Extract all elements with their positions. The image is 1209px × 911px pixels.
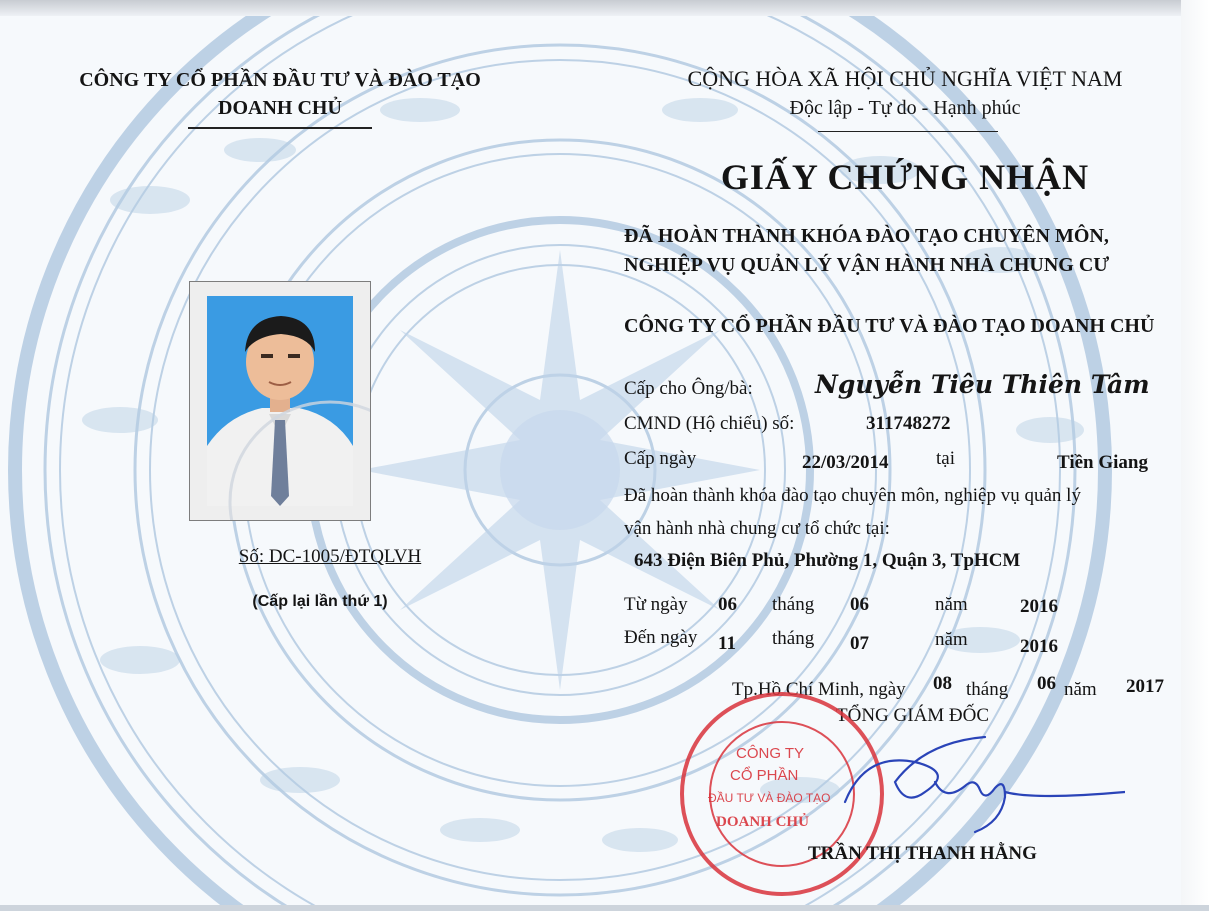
signer-position: TỔNG GIÁM ĐỐC — [836, 705, 990, 726]
company-name-line1: CÔNG TY CỔ PHẦN ĐẦU TƯ VÀ ĐÀO TẠO — [79, 69, 481, 91]
signing-month-label: tháng — [966, 679, 1009, 700]
signing-year-label: năm — [1064, 679, 1097, 700]
signer-name: TRẦN THỊ THANH HẰNG — [808, 843, 1037, 864]
completion-text-line1: Đã hoàn thành khóa đào tạo chuyên môn, nghiệp vụ quản lý — [624, 485, 1081, 506]
scan-edge-bottom — [0, 905, 1209, 911]
certificate-subtitle-line2: NGHIỆP VỤ QUẢN LÝ VẬN HÀNH NHÀ CHUNG CƯ — [624, 254, 1110, 276]
issue-date: 22/03/2014 — [802, 452, 889, 473]
signing-place-date-label: Tp.Hồ Chí Minh, ngày — [732, 679, 906, 700]
course-address: 643 Điện Biên Phủ, Phường 1, Quận 3, TpHCM — [634, 550, 1021, 571]
to-month-label: tháng — [772, 628, 815, 649]
issue-date-label: Cấp ngày — [624, 448, 697, 469]
company-name-line2: DOANH CHỦ — [218, 97, 342, 119]
holder-photo — [189, 281, 371, 521]
stamp-line3: ĐẦU TƯ VÀ ĐÀO TẠO — [708, 791, 831, 805]
from-day: 06 — [718, 594, 737, 615]
issuing-company: CÔNG TY CỔ PHẦN ĐẦU TƯ VÀ ĐÀO TẠO DOANH CHỦ — [624, 315, 1155, 337]
completion-text-line2: vận hành nhà chung cư tổ chức tại: — [624, 518, 890, 539]
from-year: 2016 — [1020, 596, 1058, 617]
scan-edge-right — [1181, 0, 1209, 911]
to-day: 11 — [718, 633, 736, 654]
certificate-title: GIẤY CHỨNG NHẬN — [720, 157, 1090, 197]
national-motto: Độc lập - Tự do - Hạnh phúc — [789, 97, 1021, 119]
header-right-rule — [818, 131, 998, 132]
holder-name: Nguyễn Tiêu Thiên Tâm — [815, 370, 1150, 399]
stamp-line4: DOANH CHỦ — [716, 814, 809, 830]
to-label: Đến ngày — [624, 627, 698, 648]
to-year-label: năm — [935, 629, 968, 650]
from-label: Từ ngày — [624, 594, 688, 615]
signing-month: 06 — [1037, 673, 1056, 694]
issue-place: Tiền Giang — [1057, 452, 1148, 473]
header-left-rule — [188, 127, 372, 129]
to-month: 07 — [850, 633, 869, 654]
company-name — [30, 66, 530, 122]
certificate-subtitle-line1: ĐÃ HOÀN THÀNH KHÓA ĐÀO TẠO CHUYÊN MÔN, — [624, 225, 1109, 247]
scan-edge-top — [0, 0, 1209, 16]
certificate-number: Số: DC-1005/ĐTQLVH — [238, 546, 422, 567]
handwritten-signature — [805, 722, 1125, 842]
republic-heading: CỘNG HÒA XÃ HỘI CHỦ NGHĨA VIỆT NAM — [687, 66, 1123, 91]
signing-day: 08 — [933, 673, 952, 694]
from-month: 06 — [850, 594, 869, 615]
stamp-line1: CÔNG TY — [736, 745, 805, 762]
issue-place-label: tại — [936, 448, 955, 469]
stamp-line2: CỔ PHẦN — [730, 767, 799, 784]
reissue-note: (Cấp lại lần thứ 1) — [252, 593, 388, 610]
embossed-seal-overlay — [190, 282, 370, 520]
from-month-label: tháng — [772, 594, 815, 615]
id-number: 311748272 — [866, 413, 951, 434]
issued-to-label: Cấp cho Ông/bà: — [624, 378, 753, 399]
id-label: CMND (Hộ chiếu) số: — [624, 413, 795, 434]
to-year: 2016 — [1020, 636, 1058, 657]
signing-year: 2017 — [1126, 676, 1164, 697]
from-year-label: năm — [935, 594, 968, 615]
